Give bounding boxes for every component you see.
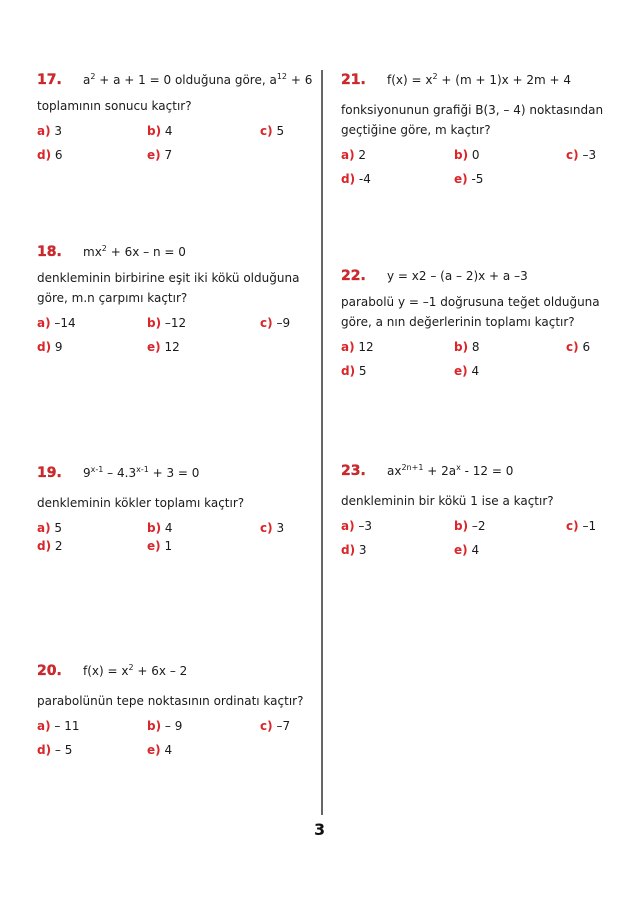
option-e[interactable]: e) 1 — [147, 539, 173, 553]
question-17 — [37, 72, 317, 164]
answer-options — [37, 122, 317, 164]
question-text: fonksiyonunun grafiği B(3, – 4) noktasından geçtiğine göre, m kaçtır? — [341, 103, 604, 137]
question-23 — [341, 463, 621, 559]
question-number: 17. — [37, 72, 62, 88]
question-number: 18. — [37, 244, 62, 260]
option-c[interactable]: c) 6 — [566, 340, 591, 354]
question-19 — [37, 465, 317, 555]
option-b[interactable]: b) – 9 — [147, 719, 183, 733]
option-e[interactable]: e) 12 — [147, 340, 180, 354]
option-a[interactable]: a) –14 — [37, 316, 76, 330]
option-a[interactable]: a) 3 — [37, 124, 63, 138]
question-equation: y = x2 – (a – 2)x + a –3 — [387, 269, 528, 283]
option-e[interactable]: e) -5 — [454, 172, 484, 186]
option-b[interactable]: b) –12 — [147, 316, 187, 330]
answer-options — [341, 338, 621, 380]
question-equation: $mx^2 + 6x - n = 0$ — [83, 244, 186, 259]
option-c[interactable]: c) –7 — [260, 719, 291, 733]
question-number: 21. — [341, 72, 366, 88]
question-21 — [341, 72, 621, 188]
question-equation: $ax^{2n+1} + 2a^x - 12 = 0$ — [387, 463, 514, 478]
option-d[interactable]: d) 6 — [37, 148, 63, 162]
question-header — [37, 663, 317, 685]
option-d[interactable]: d) – 5 — [37, 743, 73, 757]
option-c[interactable]: c) 3 — [260, 521, 285, 535]
question-number: 22. — [341, 268, 366, 284]
question-header — [341, 463, 621, 485]
question-equation: $9^{x-1} - 4.3^{x-1} + 3 = 0$ — [83, 465, 200, 480]
answer-options — [37, 519, 317, 555]
question-header — [37, 465, 317, 487]
option-e[interactable]: e) 4 — [454, 543, 480, 557]
question-equation: $f(x) = x^2 + 6x - 2$ — [83, 663, 188, 678]
option-a[interactable]: a) – 11 — [37, 719, 80, 733]
question-equation: $a^2 + a + 1 = 0$ olduğuna göre, $a^{12} + 6$ — [83, 72, 313, 87]
column-divider — [321, 70, 323, 815]
option-b[interactable]: b) 8 — [454, 340, 480, 354]
option-d[interactable]: d) 5 — [341, 364, 367, 378]
question-equation: $f(x) = x^2 + (m + 1)x + 2m + 4$ — [387, 72, 572, 87]
question-number: 19. — [37, 465, 62, 481]
question-number: 20. — [37, 663, 62, 679]
question-text: denkleminin kökler toplamı kaçtır? — [37, 496, 245, 510]
option-a[interactable]: a) –3 — [341, 519, 373, 533]
question-header — [341, 268, 621, 290]
question-header — [341, 72, 621, 94]
option-c[interactable]: c) –1 — [566, 519, 597, 533]
option-c[interactable]: c) 5 — [260, 124, 285, 138]
option-a[interactable]: a) 2 — [341, 148, 367, 162]
option-d[interactable]: d) -4 — [341, 172, 371, 186]
answer-options — [341, 146, 621, 188]
option-d[interactable]: d) 3 — [341, 543, 367, 557]
question-number: 23. — [341, 463, 366, 479]
question-text: toplamının sonucu kaçtır? — [37, 99, 192, 113]
option-e[interactable]: e) 4 — [454, 364, 480, 378]
option-e[interactable]: e) 4 — [147, 743, 173, 757]
option-e[interactable]: e) 7 — [147, 148, 173, 162]
answer-options — [37, 314, 317, 356]
option-a[interactable]: a) 5 — [37, 521, 63, 535]
question-text: parabolünün tepe noktasının ordinatı kaçtır? — [37, 694, 304, 708]
option-d[interactable]: d) 2 — [37, 539, 63, 553]
answer-options — [341, 517, 621, 559]
option-b[interactable]: b) 4 — [147, 521, 173, 535]
question-18 — [37, 244, 317, 356]
option-b[interactable]: b) –2 — [454, 519, 486, 533]
option-d[interactable]: d) 9 — [37, 340, 63, 354]
option-b[interactable]: b) 4 — [147, 124, 173, 138]
question-header — [37, 72, 317, 94]
question-text: denkleminin birbirine eşit iki kökü olduğuna göre, m.n çarpımı kaçtır? — [37, 271, 300, 305]
option-c[interactable]: c) –9 — [260, 316, 291, 330]
question-text: parabolü y = –1 doğrusuna teğet olduğuna göre, a nın değerlerinin toplamı kaçtır? — [341, 295, 600, 329]
question-header — [37, 244, 317, 266]
page-number: 3 — [314, 820, 326, 839]
option-c[interactable]: c) –3 — [566, 148, 597, 162]
question-20 — [37, 663, 317, 759]
question-text: denkleminin bir kökü 1 ise a kaçtır? — [341, 494, 554, 508]
option-b[interactable]: b) 0 — [454, 148, 480, 162]
answer-options — [37, 717, 317, 759]
option-a[interactable]: a) 12 — [341, 340, 374, 354]
question-22 — [341, 268, 621, 380]
